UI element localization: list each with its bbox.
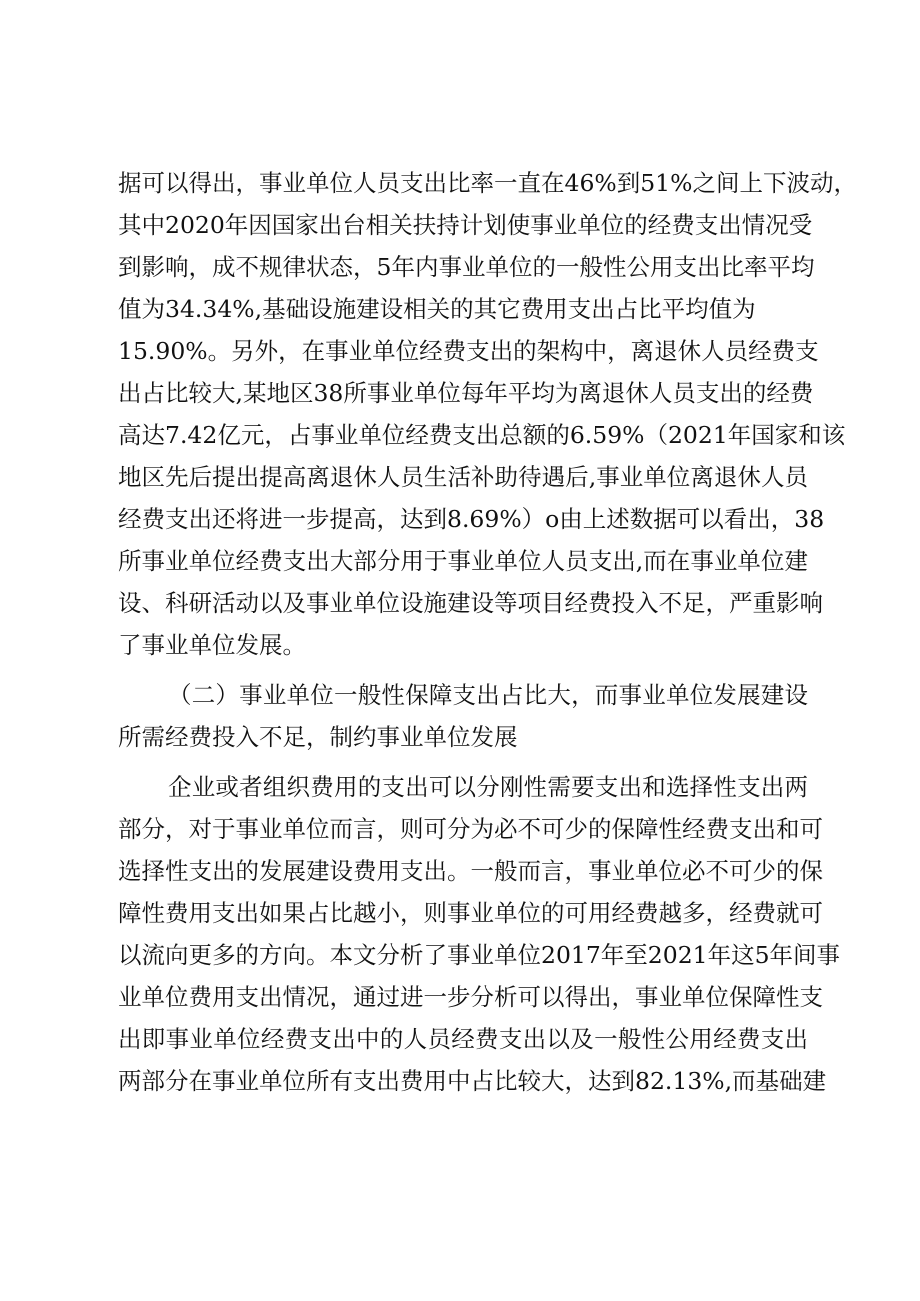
paragraph-1-line-9: 经费支出还将进一步提高，达到8.69%）o由上述数据可以看出，38 <box>118 505 825 533</box>
paragraph-1-line-1: 据可以得出，事业单位人员支出比率一直在46%到51%之间上下波动， <box>118 169 857 197</box>
paragraph-1-line-6: 出占比较大,某地区38所事业单位每年平均为离退休人员支出的经费 <box>118 379 814 407</box>
paragraph-1-line-4: 值为34.34%,基础设施建设相关的其它费用支出占比平均值为 <box>118 295 756 323</box>
paragraph-2-line-1: 企业或者组织费用的支出可以分刚性需要支出和选择性支出两 <box>168 773 808 801</box>
paragraph-2-line-2: 部分，对于事业单位而言，则可分为必不可少的保障性经费支出和可 <box>118 815 823 843</box>
section-heading-line-2: 所需经费投入不足，制约事业单位发展 <box>118 723 518 751</box>
paragraph-1-line-5: 15.90%。另外，在事业单位经费支出的架构中，离退休人员经费支 <box>118 337 819 365</box>
paragraph-1-line-8: 地区先后提出提高离退休人员生活补助待遇后,事业单位离退休人员 <box>118 463 808 491</box>
section-heading-line-1: （二）事业单位一般性保障支出占比大，而事业单位发展建设 <box>168 681 808 709</box>
paragraph-1-line-7: 高达7.42亿元，占事业单位经费支出总额的6.59%（2021年国家和该 <box>118 421 846 449</box>
paragraph-1-line-3: 到影响，成不规律状态，5年内事业单位的一般性公用支出比率平均 <box>118 253 815 281</box>
paragraph-2-line-8: 两部分在事业单位所有支出费用中占比较大，达到82.13%,而基础建 <box>118 1067 827 1095</box>
paragraph-2-line-4: 障性费用支出如果占比越小，则事业单位的可用经费越多，经费就可 <box>118 899 823 927</box>
paragraph-2-line-3: 选择性支出的发展建设费用支出。一般而言，事业单位必不可少的保 <box>118 857 823 885</box>
paragraph-2-line-5: 以流向更多的方向。本文分析了事业单位2017年至2021年这5年间事 <box>118 941 841 969</box>
paragraph-2-line-7: 出即事业单位经费支出中的人员经费支出以及一般性公用经费支出 <box>118 1025 808 1053</box>
paragraph-1-line-2: 其中2020年因国家出台相关扶持计划使事业单位的经费支出情况受 <box>118 211 813 239</box>
paragraph-1-line-10: 所事业单位经费支出大部分用于事业单位人员支出,而在事业单位建 <box>118 547 808 575</box>
paragraph-1-line-11: 设、科研活动以及事业单位设施建设等项目经费投入不足，严重影响 <box>118 589 823 617</box>
paragraph-1-line-12: 了事业单位发展。 <box>118 631 306 659</box>
paragraph-2-line-6: 业单位费用支出情况，通过进一步分析可以得出，事业单位保障性支 <box>118 983 823 1011</box>
